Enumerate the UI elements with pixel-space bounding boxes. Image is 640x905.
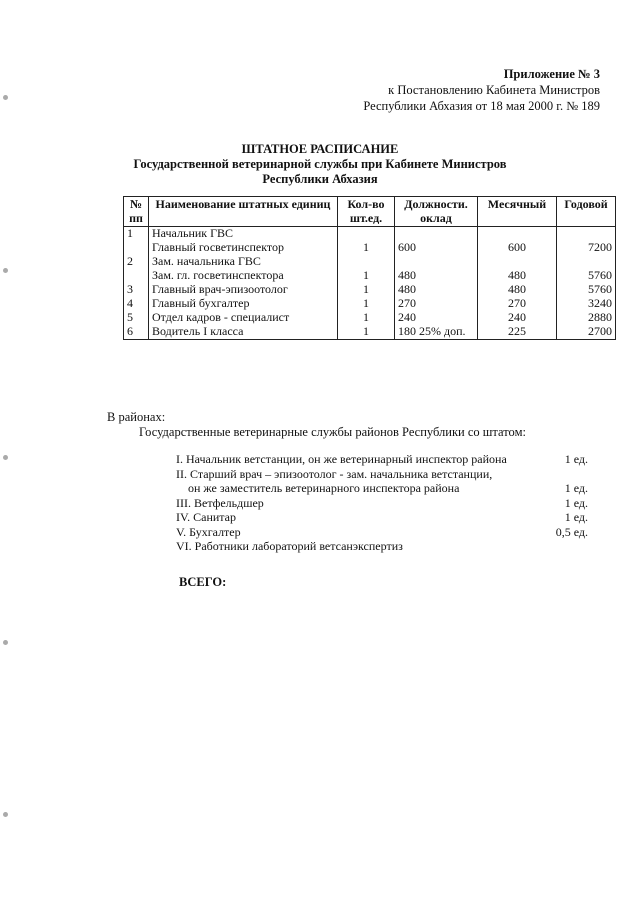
row-salary: 480 — [395, 269, 478, 283]
table-row — [124, 255, 616, 269]
row-number: 1 — [124, 227, 149, 242]
header-annual: Годовой — [557, 197, 616, 227]
row-monthly — [478, 255, 557, 269]
document-title — [0, 142, 640, 187]
row-number: 5 — [124, 311, 149, 325]
staff-table — [123, 196, 616, 340]
row-monthly: 480 — [478, 269, 557, 283]
row-number — [124, 241, 149, 255]
total-label: ВСЕГО: — [179, 575, 227, 589]
row-annual — [557, 227, 616, 242]
row-position-name: Водитель I класса — [149, 325, 338, 340]
row-number: 3 — [124, 283, 149, 297]
item-unit: 1 ед. — [564, 510, 588, 524]
table-row — [124, 241, 616, 255]
item-text: II. Старший врач – эпизоотолог - зам. начальника ветстанции, — [176, 466, 493, 481]
row-monthly: 270 — [478, 297, 557, 311]
table-row — [124, 325, 616, 340]
row-quantity: 1 — [338, 297, 395, 311]
row-quantity: 1 — [338, 269, 395, 283]
title-line-1: ШТАТНОЕ РАСПИСАНИЕ — [241, 142, 399, 156]
list-item — [176, 525, 588, 540]
row-monthly: 600 — [478, 241, 557, 255]
list-item — [176, 539, 588, 554]
title-line-2: Государственной ветеринарной службы при Кабинете Министров — [133, 157, 507, 171]
row-quantity — [338, 255, 395, 269]
row-number — [124, 269, 149, 283]
item-unit: 0,5 ед. — [555, 524, 588, 539]
appendix-line-2: к Постановлению Кабинета Министров — [388, 83, 600, 97]
item-unit: 1 ед. — [564, 495, 588, 510]
row-salary: 270 — [395, 297, 478, 311]
header-monthly: Месячный — [478, 197, 557, 227]
table-row — [124, 269, 616, 283]
punch-hole-mark — [3, 95, 8, 100]
header-salary: Должности. оклад — [395, 197, 478, 227]
title-line-3: Республики Абхазия — [262, 172, 378, 186]
item-unit: 1 ед. — [564, 452, 588, 466]
list-item — [176, 496, 588, 511]
item-text: I. Начальник ветстанции, он же ветеринарный инспектор района — [176, 452, 507, 466]
row-number: 6 — [124, 325, 149, 340]
row-annual: 3240 — [557, 297, 616, 311]
table-row — [124, 227, 616, 242]
appendix-number: Приложение № 3 — [503, 67, 600, 81]
list-item — [176, 481, 588, 496]
row-annual: 2700 — [557, 325, 616, 340]
row-quantity: 1 — [338, 311, 395, 325]
row-salary — [395, 255, 478, 269]
row-quantity — [338, 227, 395, 242]
row-annual: 2880 — [557, 311, 616, 325]
row-position-name: Главный врач-эпизоотолог — [149, 283, 338, 297]
districts-heading: В районах: — [107, 410, 166, 424]
row-quantity: 1 — [338, 283, 395, 297]
row-position-name: Главный госветинспектор — [149, 241, 338, 255]
row-position-name: Начальник ГВС — [149, 227, 338, 242]
item-text: VI. Работники лабораторий ветсанэкспертиз — [176, 539, 403, 553]
row-annual: 5760 — [557, 283, 616, 297]
header-position-name: Наименование штатных единиц — [149, 197, 338, 227]
district-staff-list — [176, 452, 588, 554]
row-salary: 480 — [395, 283, 478, 297]
table-row — [124, 311, 616, 325]
header-quantity: Кол-во шт.ед. — [338, 197, 395, 227]
list-item — [176, 452, 588, 467]
row-salary — [395, 227, 478, 242]
table-header-row — [124, 197, 616, 227]
row-number: 2 — [124, 255, 149, 269]
table-row — [124, 297, 616, 311]
row-annual: 7200 — [557, 241, 616, 255]
item-text: III. Ветфельдшер — [176, 495, 264, 510]
districts-intro: Государственные ветеринарные службы районов Республики со штатом: — [139, 425, 526, 439]
table-row — [124, 283, 616, 297]
row-position-name: Зам. начальника ГВС — [149, 255, 338, 269]
row-monthly: 240 — [478, 311, 557, 325]
row-position-name: Отдел кадров - специалист — [149, 311, 338, 325]
row-salary: 180 25% доп. — [395, 325, 478, 340]
item-text: он же заместитель ветеринарного инспектора района — [188, 481, 460, 495]
item-text: IV. Санитар — [176, 510, 237, 524]
item-text: V. Бухгалтер — [176, 524, 241, 539]
punch-hole-mark — [3, 640, 8, 645]
punch-hole-mark — [3, 812, 8, 817]
row-position-name: Зам. гл. госветинспектора — [149, 269, 338, 283]
header-number: № пп — [124, 197, 149, 227]
row-position-name: Главный бухгалтер — [149, 297, 338, 311]
row-monthly — [478, 227, 557, 242]
row-annual — [557, 255, 616, 269]
row-salary: 240 — [395, 311, 478, 325]
list-item — [176, 467, 588, 482]
appendix-line-3: Республики Абхазия от 18 мая 2000 г. № 189 — [363, 99, 600, 113]
appendix-header — [363, 66, 600, 114]
punch-hole-mark — [3, 268, 8, 273]
row-quantity: 1 — [338, 241, 395, 255]
row-salary: 600 — [395, 241, 478, 255]
row-monthly: 225 — [478, 325, 557, 340]
item-unit: 1 ед. — [564, 481, 588, 495]
punch-hole-mark — [3, 455, 8, 460]
row-monthly: 480 — [478, 283, 557, 297]
row-annual: 5760 — [557, 269, 616, 283]
row-quantity: 1 — [338, 325, 395, 340]
list-item — [176, 510, 588, 525]
row-number: 4 — [124, 297, 149, 311]
